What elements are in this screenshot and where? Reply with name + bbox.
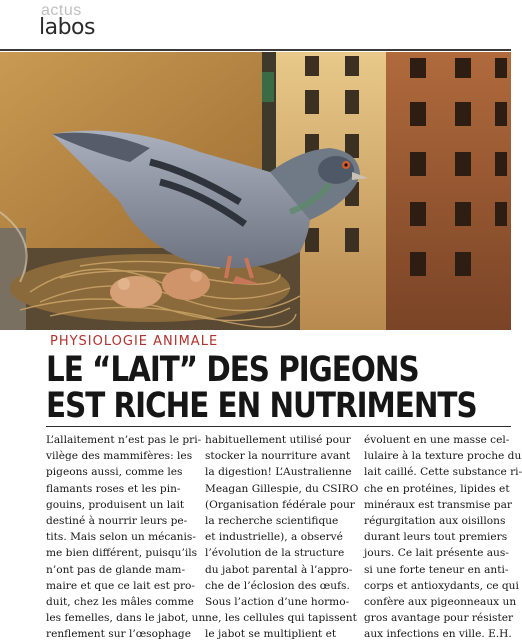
- body-line: Meagan Gillespie, du CSIRO: [205, 481, 352, 497]
- body-line: lulaire à la texture proche du: [364, 448, 511, 464]
- pigeon-photo-illustration: [0, 52, 511, 330]
- body-line: tits. Mais selon un mécanis-: [46, 529, 193, 545]
- page-header: [0, 0, 511, 52]
- body-line: l’évolution de la structure: [205, 545, 352, 561]
- body-line: stocker la nourriture avant: [205, 448, 352, 464]
- body-line: che en protéines, lipides et: [364, 481, 511, 497]
- section-title: labos: [39, 16, 95, 40]
- headline-line: LE “LAIT” DES PIGEONS: [46, 352, 432, 388]
- header-divider: [0, 49, 511, 51]
- body-column-2: [205, 432, 352, 630]
- body-line: destiné à nourrir leurs pe-: [46, 513, 193, 529]
- body-column-3: [364, 432, 511, 630]
- body-line: n’ont pas de glande mam-: [46, 562, 193, 578]
- body-line: lait caillé. Cette substance ri-: [364, 464, 511, 480]
- headline-line: EST RICHE EN NUTRIMENTS: [46, 388, 432, 424]
- headline-divider: [46, 426, 511, 427]
- body-line: Sous l’action d’une hormo-: [205, 594, 352, 610]
- section-kicker: actus: [41, 3, 82, 19]
- body-column-1: [46, 432, 193, 630]
- body-line: la recherche scientifique: [205, 513, 352, 529]
- body-line: gouins, produisent un lait: [46, 497, 193, 513]
- body-line: et industrielle), a observé: [205, 529, 352, 545]
- body-line: aux infections en ville. E.H.: [364, 626, 511, 642]
- body-line: renflement sur l’œsophage: [46, 626, 193, 642]
- article-body: [46, 432, 511, 630]
- body-line: du jabot parental à l’appro-: [205, 562, 352, 578]
- body-line: minéraux est transmise par: [364, 497, 511, 513]
- article-photo: [0, 52, 511, 330]
- body-line: la digestion! L’Australienne: [205, 464, 352, 480]
- body-line: maire et que ce lait est pro-: [46, 578, 193, 594]
- body-line: gros avantage pour résister: [364, 610, 511, 626]
- article-headline: [46, 352, 432, 424]
- body-line: durant leurs tout premiers: [364, 529, 511, 545]
- body-line: flamants roses et les pin-: [46, 481, 193, 497]
- body-line: jours. Ce lait présente aus-: [364, 545, 511, 561]
- body-line: ne, les cellules qui tapissent: [205, 610, 352, 626]
- body-line: habituellement utilisé pour: [205, 432, 352, 448]
- body-line: pigeons aussi, comme les: [46, 464, 193, 480]
- body-line: corps et antioxydants, ce qui: [364, 578, 511, 594]
- body-line: duit, chez les mâles comme: [46, 594, 193, 610]
- body-line: le jabot se multiplient et: [205, 626, 352, 642]
- body-line: confère aux pigeonneaux un: [364, 594, 511, 610]
- body-line: vilège des mammifères: les: [46, 448, 193, 464]
- body-line: évoluent en une masse cel-: [364, 432, 511, 448]
- body-line: (Organisation fédérale pour: [205, 497, 352, 513]
- body-line: régurgitation aux oisillons: [364, 513, 511, 529]
- body-line: les femelles, dans le jabot, un: [46, 610, 193, 626]
- article-category: PHYSIOLOGIE ANIMALE: [50, 335, 218, 349]
- body-line: L’allaitement n’est pas le pri-: [46, 432, 193, 448]
- body-line: si une forte teneur en anti-: [364, 562, 511, 578]
- body-line: che de l’éclosion des œufs.: [205, 578, 352, 594]
- body-line: me bien différent, puisqu’ils: [46, 545, 193, 561]
